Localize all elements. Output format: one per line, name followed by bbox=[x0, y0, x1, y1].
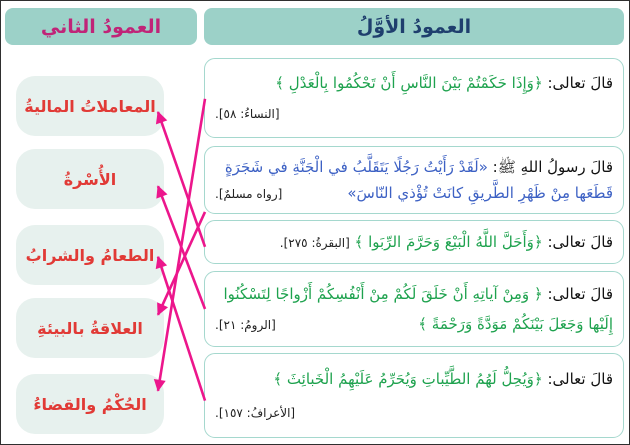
speaker-intro-text: قالَ تعالى: bbox=[542, 232, 613, 251]
quran-verse-text: ﴿وَأَحَلَّ اللَّهُ الْبَيْعَ وَحَرَّمَ الرِّبَوا ﴾ bbox=[349, 232, 543, 251]
card-justice-verse[interactable] bbox=[204, 58, 624, 138]
card-line bbox=[215, 157, 613, 177]
category-item-environment-relationship[interactable] bbox=[16, 298, 164, 358]
card-line bbox=[215, 73, 613, 93]
connection-line-card2-item4 bbox=[158, 212, 205, 315]
card-good-food-verse[interactable] bbox=[204, 353, 624, 438]
speaker-intro-text: قالَ تعالى: bbox=[542, 370, 613, 389]
first-column-header-label: العمودُ الأوَّلُ bbox=[356, 15, 472, 38]
category-item-financial-transactions[interactable] bbox=[16, 76, 164, 136]
first-column-header bbox=[204, 8, 624, 45]
card-line bbox=[215, 103, 613, 123]
speaker-intro-text: قالَ تعالى: bbox=[542, 73, 613, 92]
connection-line-card4-item2 bbox=[158, 186, 205, 309]
quran-verse-text: إِلَيْها وَجَعَلَ بَيْنَكُمْ مَوَدَّةً وَرَحْمَةً ﴾ bbox=[418, 314, 613, 333]
speaker-intro-text: قالَ رسولُ اللهِ ﷺ: bbox=[487, 157, 613, 176]
card-line bbox=[215, 402, 613, 422]
source-reference-text: [الرومُ: ٢١]. bbox=[215, 317, 276, 332]
source-reference-text: [البقرةُ: ٢٧٥]. bbox=[279, 235, 350, 250]
connection-line-card5-item3 bbox=[158, 257, 205, 401]
category-label: الأُسْرةُ bbox=[63, 169, 117, 189]
card-line bbox=[215, 284, 613, 304]
category-label: المعاملاتُ الماليةُ bbox=[24, 96, 156, 116]
card-line bbox=[215, 183, 613, 203]
second-column-header-label: العمودُ الثاني bbox=[40, 15, 162, 38]
card-tree-hadith[interactable] bbox=[204, 146, 624, 214]
category-item-food-and-drink[interactable] bbox=[16, 225, 164, 285]
quran-verse-text: ﴿ وَمِنْ آياتِهِ أَنْ خَلَقَ لَكُمْ مِنْ أَنْفُسِكُمْ أَزْواجًا لِتَسْكُنُوا bbox=[223, 285, 543, 304]
hadith-text: «لَقَدْ رَأَيْتُ رَجُلًا يَتَقَلَّبُ في الْجَنَّةِ في شَجَرَةٍ bbox=[224, 157, 488, 176]
category-item-family[interactable] bbox=[16, 149, 164, 209]
source-reference-text: [الأعرافُ: ١٥٧]. bbox=[215, 405, 296, 420]
category-label: الطعامُ والشرابُ bbox=[25, 245, 155, 265]
category-label: العلاقةُ بالبيئةِ bbox=[37, 318, 143, 338]
category-label: الحُكْمُ والقضاءُ bbox=[33, 394, 147, 414]
second-column-header bbox=[5, 8, 197, 45]
category-item-judgment-and-justice[interactable] bbox=[16, 374, 164, 434]
speaker-intro-text: قالَ تعالى: bbox=[542, 285, 613, 304]
source-reference-text: [رواه مسلمٌ]. bbox=[215, 187, 283, 202]
hadith-text: قَطَعَها مِنْ ظَهْرِ الطَّريقِ كانَتْ تُؤْذي النّاسَ» bbox=[347, 184, 613, 203]
connection-line-card1-item5 bbox=[158, 99, 205, 391]
card-line bbox=[215, 232, 613, 252]
card-spouses-verse[interactable] bbox=[204, 271, 624, 347]
quran-verse-text: ﴿وَيُحِلُّ لَهُمُ الطَّيِّباتِ وَيُحَرِّمُ عَلَيْهِمُ الْخَبائِثَ ﴾ bbox=[273, 370, 543, 389]
card-line bbox=[215, 369, 613, 389]
quran-verse-text: ﴿وَإِذَا حَكَمْتُمْ بَيْنَ النَّاسِ أَنْ تَحْكُمُوا بِالْعَدْلِ ﴾ bbox=[275, 73, 543, 92]
card-trade-riba-verse[interactable] bbox=[204, 220, 624, 264]
card-line bbox=[215, 314, 613, 334]
source-reference-text: [النساءُ: ٥٨]. bbox=[215, 107, 280, 122]
connection-line-card3-item1 bbox=[158, 112, 205, 247]
